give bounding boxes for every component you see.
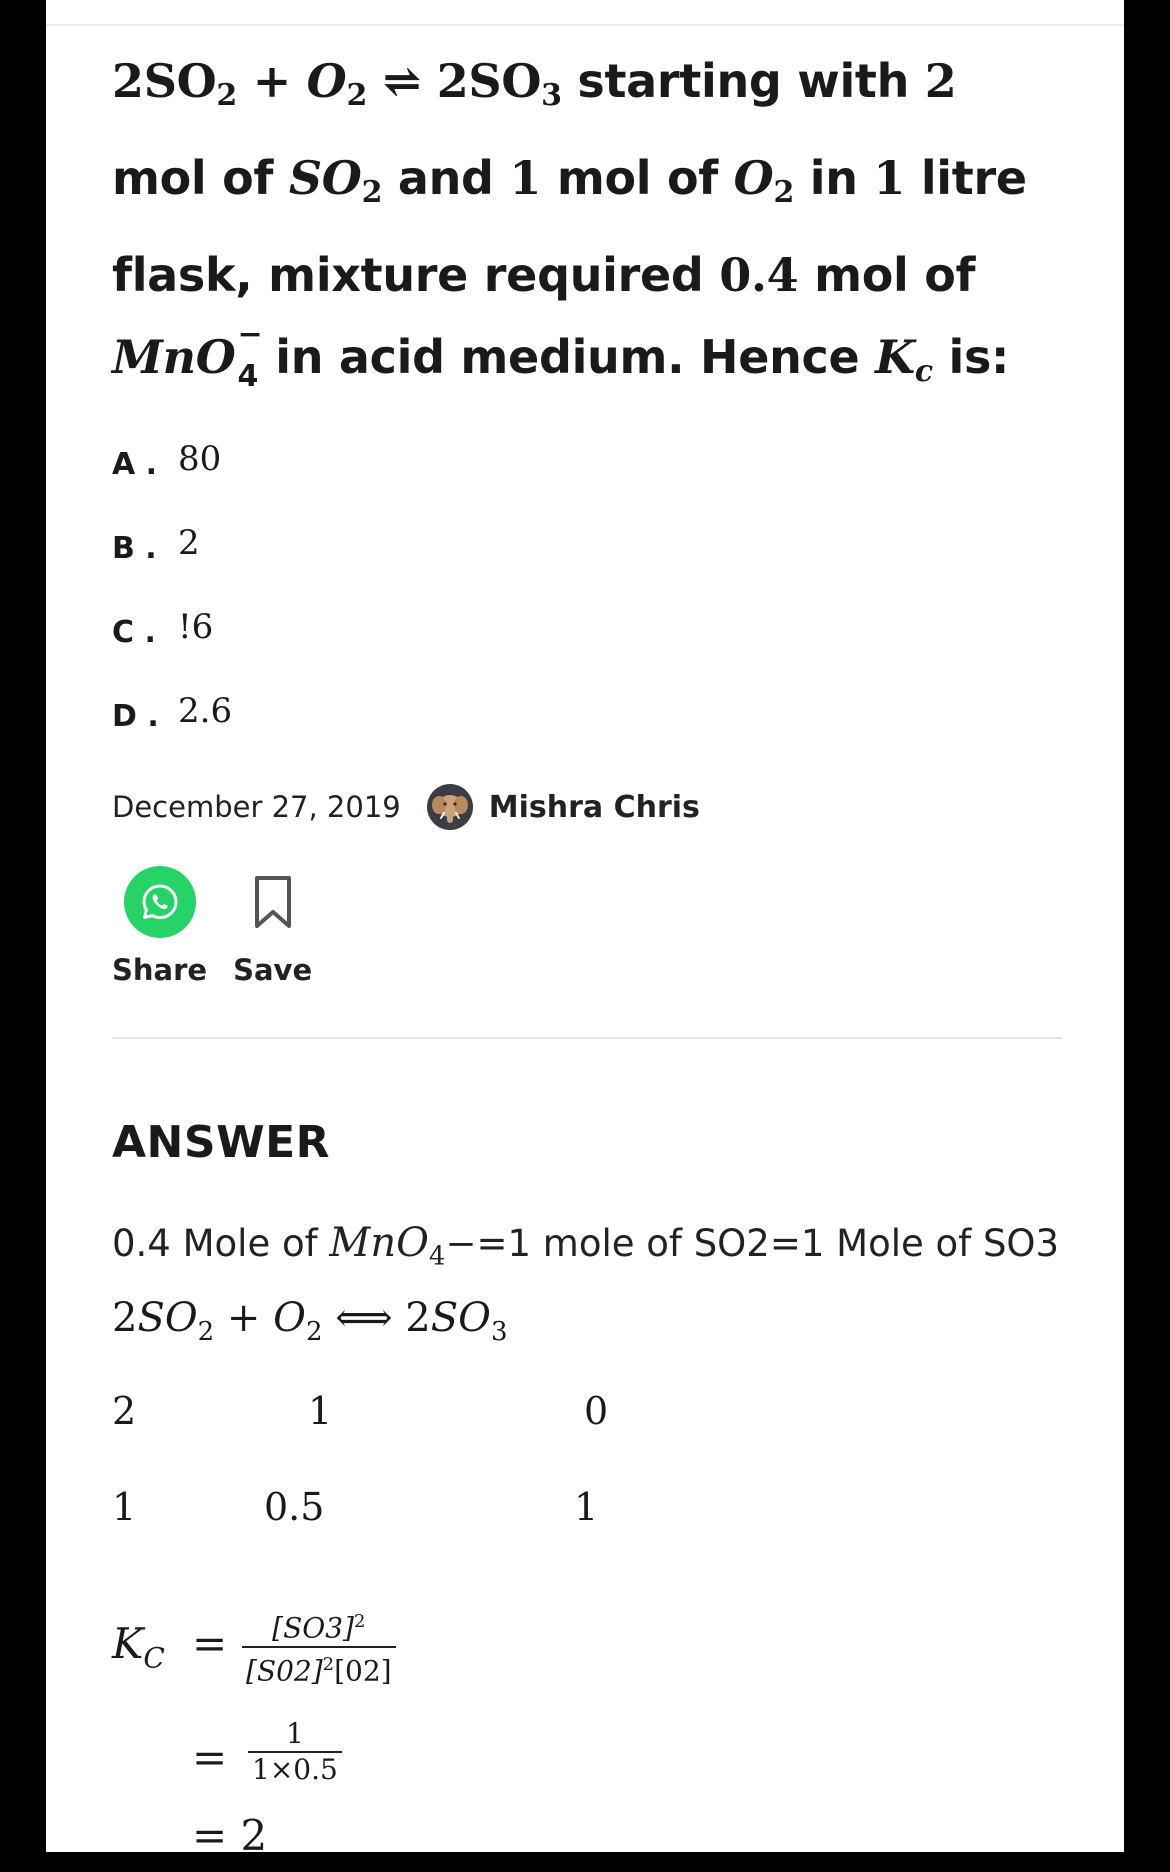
math-sub: c (914, 354, 933, 389)
question-text-segment: in acid medium. Hence (259, 330, 876, 384)
math-mno4: MnO (112, 330, 236, 384)
math-2so3: 2SO (436, 54, 542, 108)
question-line-1 (112, 40, 1072, 137)
math-number: 2 (924, 54, 957, 108)
math-text: [S02] (246, 1654, 323, 1688)
top-divider (46, 24, 1124, 26)
action-bar (112, 865, 1072, 987)
question-text-segment: mol of (798, 248, 976, 302)
question-content (112, 40, 1072, 1871)
share-label: Share (112, 953, 208, 987)
math-sub: 4 (428, 1241, 446, 1272)
step-fraction (248, 1719, 342, 1785)
option-a[interactable] (112, 439, 1072, 523)
math-text: [02] (334, 1654, 392, 1688)
share-icon-wrapper (123, 865, 197, 939)
elephant-avatar-icon[interactable] (427, 784, 473, 830)
math-number: 1 (509, 151, 542, 205)
math-sub: 2 (361, 175, 383, 210)
table-cell: 2 (112, 1389, 137, 1434)
math-sup: 2 (353, 1611, 366, 1633)
page-card (46, 0, 1124, 1861)
final-value: = 2 (192, 1811, 268, 1861)
math-minus: − (445, 1222, 477, 1265)
post-date: December 27, 2019 (112, 790, 401, 824)
question-text-segment: mol of (112, 151, 289, 205)
table-cell: 0.5 (264, 1485, 325, 1530)
post-meta (112, 779, 1072, 835)
math-text: [SO3] (272, 1611, 354, 1645)
math-sub: 2 (216, 78, 237, 113)
math-sub: 2 (773, 175, 795, 210)
option-value: 2.6 (178, 691, 233, 731)
kc-step-2 (112, 1711, 1072, 1811)
math-equals: = (192, 1733, 228, 1783)
option-value: 2 (178, 523, 200, 563)
table-cell: 1 (574, 1485, 599, 1530)
math-plus: + (252, 54, 291, 108)
table-cell: 0 (584, 1389, 609, 1434)
fraction-numerator: 1 (285, 1717, 304, 1751)
math-supsub (236, 317, 263, 394)
question-text-segment: is: (932, 330, 1010, 384)
share-button[interactable] (112, 865, 207, 987)
answer-line-1 (112, 1220, 1072, 1271)
question-text-segment: mol of (541, 151, 734, 205)
table-cell: 1 (112, 1485, 137, 1530)
author-name[interactable]: Mishra Chris (488, 789, 700, 825)
whatsapp-icon (124, 866, 196, 938)
math-o2: O (273, 1295, 306, 1342)
math-sub: 3 (541, 78, 562, 113)
math-number: 1 (873, 151, 906, 205)
question-text-segment: litre (905, 151, 1027, 205)
math-sup: 2 (322, 1653, 335, 1675)
question-line-3 (112, 234, 1072, 316)
math-k: K (112, 1619, 144, 1669)
math-sub: 3 (490, 1317, 508, 1348)
math-sub: 2 (305, 1317, 323, 1348)
kc-fraction (242, 1607, 396, 1686)
mole-table-row-initial (112, 1389, 1072, 1485)
math-so3: SO (430, 1295, 491, 1342)
option-letter: A . (112, 447, 158, 482)
question-text (112, 40, 1072, 413)
bookmark-icon (236, 865, 310, 939)
math-plus: + (214, 1295, 274, 1342)
math-number: 0.4 (719, 248, 799, 302)
math-o2: O (733, 151, 774, 205)
kc-final-result (112, 1811, 1072, 1871)
answer-text-segment: 0.4 Mole of (112, 1222, 330, 1265)
options-list (112, 439, 1072, 775)
question-line-2 (112, 137, 1072, 234)
math-sub: C (143, 1641, 165, 1675)
question-text-segment: starting with (561, 54, 925, 108)
math-sub: 2 (197, 1317, 215, 1348)
math-so2: SO (137, 1295, 198, 1342)
save-button[interactable] (233, 865, 312, 987)
option-letter: D . (112, 699, 159, 734)
math-so2: SO (288, 151, 362, 205)
math-2so2: 2SO (112, 54, 217, 108)
math-o2: O (306, 54, 347, 108)
option-c[interactable] (112, 607, 1072, 691)
fraction-denominator: 1×0.5 (252, 1753, 338, 1787)
fraction-bar (242, 1646, 396, 1648)
option-letter: C . (112, 615, 156, 650)
math-sup: − (237, 317, 263, 352)
save-label: Save (233, 953, 313, 987)
math-equals: = (192, 1619, 228, 1669)
math-number: 2 (112, 1295, 138, 1342)
question-text-segment: flask, mixture required (112, 248, 720, 302)
math-mno4: MnO (329, 1220, 429, 1266)
option-b[interactable] (112, 523, 1072, 607)
question-text-segment: and (382, 151, 510, 205)
answer-reaction (112, 1295, 1072, 1347)
kc-numerator (268, 1607, 369, 1643)
answer-text-segment: =1 mole of SO2=1 Mole of SO3 (476, 1222, 1060, 1265)
answer-heading: ANSWER (112, 1117, 331, 1168)
equilibrium-arrow: ⇌ (382, 54, 421, 108)
kc-denominator (242, 1650, 396, 1686)
math-k: K (875, 330, 915, 384)
math-sub: 4 (237, 359, 259, 394)
math-number: 2 (405, 1295, 431, 1342)
mole-table-row-equilibrium (112, 1485, 1072, 1581)
double-arrow: ⟺ (322, 1295, 406, 1342)
question-line-4 (112, 316, 1072, 413)
option-value: 80 (178, 439, 222, 479)
table-cell: 1 (308, 1389, 333, 1434)
option-letter: B . (112, 531, 157, 566)
option-d[interactable] (112, 691, 1072, 775)
math-sub: 2 (346, 78, 368, 113)
kc-expression (112, 1601, 1072, 1711)
question-text-segment: in (794, 151, 874, 205)
option-value: !6 (178, 607, 214, 647)
section-divider (112, 1037, 1062, 1039)
kc-symbol (112, 1619, 165, 1674)
